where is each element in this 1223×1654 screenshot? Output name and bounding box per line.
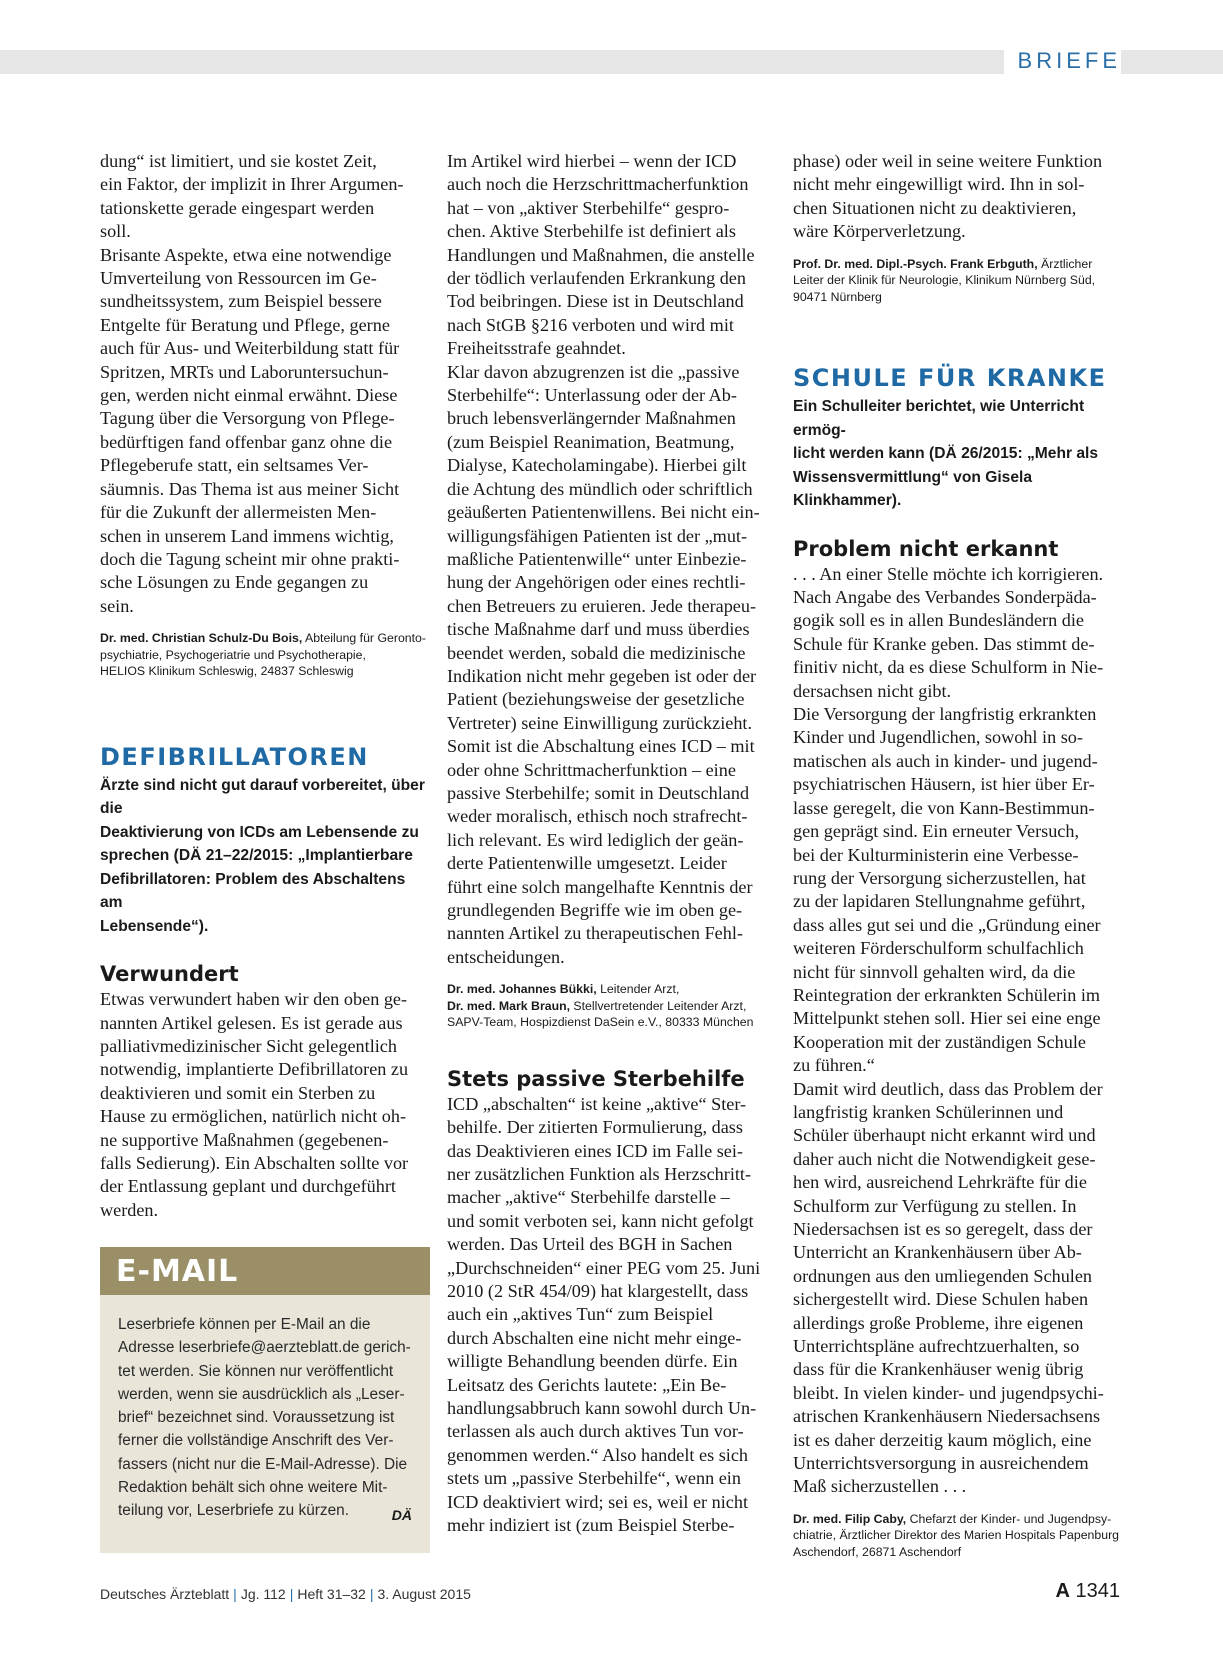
text-line: Damit wird deutlich, dass das Problem der [793, 1078, 1103, 1099]
text-line: Leitsatz des Gerichts lautete: „Ein Be- [447, 1374, 727, 1395]
text-line: allerdings große Probleme, ihre eigenen [793, 1312, 1084, 1333]
letter-continuation-3 [793, 150, 1123, 244]
text-line: phase) oder weil in seine weitere Funktion [793, 151, 1103, 171]
letter-continuation-1 [100, 150, 430, 618]
text-line: tet werden. Sie können nur veröffentlicht [118, 1362, 394, 1380]
text-line: Tagung über die Versorgung von Pflege- [100, 408, 395, 429]
text-line: Die Versorgung der langfristig erkrankten [793, 704, 1097, 725]
journal-issue: Heft 31–32 [297, 1586, 366, 1602]
text-line: bei der Kulturministerin eine Verbesse- [793, 844, 1079, 865]
text-line: Freiheitsstrafe geahndet. [447, 338, 626, 359]
text-line: falls Sedierung). Ein Abschalten sollte vor [100, 1152, 409, 1173]
text-line: für die Zukunft der allermeisten Men- [100, 502, 377, 523]
signature-role: Abteilung für Geronto- [302, 631, 426, 646]
journal-date: 3. August 2015 [377, 1586, 471, 1602]
text-line: Wissensvermittlung“ von Gisela Klinkhammer). [793, 468, 1033, 510]
text-line: brief“ bezeichnet sind. Voraussetzung ist [118, 1409, 395, 1427]
text-line: gen geprägt sind. Ein erneuter Versuch, [793, 821, 1080, 842]
text-line: der tödlich verlaufenden Erkrankung den [447, 268, 746, 289]
signature-2 [447, 981, 771, 1031]
text-line: ein Faktor, der implizit in Ihrer Argumen- [100, 174, 404, 195]
text-line: langfristig kranken Schülerinnen und [793, 1101, 1064, 1122]
text-line: rung der Versorgung sicherzustellen, hat [793, 867, 1086, 888]
topic-lead [100, 774, 430, 939]
text-line: ICD deaktiviert wird; sei es, weil er nicht [447, 1491, 749, 1512]
text-line: schen in unserem Land immens wichtig, [100, 525, 394, 546]
text-line: weiteren Förderschulform schulfachlich [793, 938, 1084, 959]
text-line: das Deaktivieren eines ICD im Falle sei- [447, 1140, 743, 1161]
signature-line: Leiter der Klinik für Neurologie, Klinikum Nürnberg Süd, [793, 273, 1096, 288]
signature-role: Stellvertretender Leitender Arzt, [570, 998, 747, 1013]
letter-headline-problem: Problem nicht erkannt [793, 536, 1059, 561]
text-line: Spritzen, MRTs und Laboruntersuchun- [100, 361, 389, 382]
text-line: psychiatrischen Häusern, ist hier über Er- [793, 774, 1095, 795]
signature-line [100, 630, 430, 647]
text-line: tationskette gerade eingespart werden [100, 197, 375, 218]
text-line: beendet werden, sobald die medizinische [447, 642, 746, 663]
column-2 [447, 150, 771, 1537]
signature-1 [100, 630, 430, 680]
text-line: macher „aktive“ Sterbehilfe darstelle – [447, 1187, 730, 1208]
text-line: bruch lebensverlängernder Maßnahmen [447, 408, 736, 429]
text-line: Indikation nicht mehr gegeben ist oder der [447, 665, 757, 686]
signature-line: chiatrie, Ärztlicher Direktor des Marien Hospitals Papenburg [793, 1528, 1120, 1543]
text-line: Leserbriefe können per E-Mail an die [118, 1316, 371, 1333]
text-line: zu führen.“ [793, 1055, 875, 1076]
column-1 [100, 150, 430, 1222]
letter-body-verwundert [100, 988, 430, 1222]
text-line: Dialyse, Katecholamingabe). Hierbei gilt [447, 455, 747, 476]
text-line: führt eine solch mangelhafte Kenntnis der [447, 876, 753, 897]
text-line: oder ohne Schrittmacherfunktion – eine [447, 759, 736, 780]
signature-3 [793, 256, 1123, 306]
text-line: „Durchschneiden“ einer PEG vom 25. Juni [447, 1257, 761, 1278]
signature-role: Leitender Arzt, [596, 982, 680, 997]
text-line: gen, werden nicht einmal erwähnt. Diese [100, 385, 398, 406]
letter-headline-verwundert: Verwundert [100, 962, 239, 987]
text-line: bedürftigen fand offenbar ganz ohne die [100, 431, 393, 452]
text-line: notwendig, implantierte Defibrillatoren zu [100, 1059, 409, 1080]
text-line: Vertreter) seine Einwilligung zurückzieht. [447, 712, 753, 733]
section-label: BRIEFE [1004, 46, 1121, 76]
text-line: passive Sterbehilfe; somit in Deutschland [447, 782, 750, 803]
text-line: dung“ ist limitiert, und sie kostet Zeit, [100, 151, 377, 171]
text-line: finitiv nicht, da es diese Schulform in Nie- [793, 657, 1104, 678]
letter-body-passive [447, 1093, 771, 1538]
journal-name: Deutsches Ärzteblatt [100, 1586, 230, 1602]
topic-defibrillatoren [100, 742, 430, 939]
text-line: chen Situationen nicht zu deaktivieren, [793, 197, 1077, 218]
text-line: Umverteilung von Ressourcen im Ge- [100, 268, 377, 289]
email-box-title: E-MAIL [100, 1247, 430, 1295]
text-line: Handlungen und Maßnahmen, die anstelle [447, 244, 755, 265]
letter-body-problem [793, 563, 1123, 1499]
text-line: palliativmedizinischer Sicht gelegentlich [100, 1035, 397, 1056]
text-line: Unterrichtspläne aufrechtzuerhalten, so [793, 1336, 1080, 1357]
text-line: Redaktion behält sich ohne weitere Mit- [118, 1479, 388, 1497]
text-line: wäre Körperverletzung. [793, 221, 966, 242]
text-line: deaktivieren und somit ein Sterben zu [100, 1082, 376, 1103]
text-line: Kinder und Jugendlichen, sowohl in so- [793, 727, 1083, 748]
text-line: Tod beibringen. Diese ist in Deutschland [447, 291, 744, 312]
topic-title: SCHULE FÜR KRANKE [793, 364, 1107, 393]
text-line: . . . An einer Stelle möchte ich korrigieren. [793, 563, 1104, 584]
text-line: chen Betreuers zu eruieren. Jede therapeu- [447, 595, 757, 616]
text-line: willigungsfähigen Patienten ist der „mut- [447, 525, 748, 546]
letter-continuation-2 [447, 150, 771, 969]
text-line: Ein Schulleiter berichtet, wie Unterricht ermög- [793, 398, 1085, 439]
text-line: Kooperation mit der zuständigen Schule [793, 1031, 1086, 1052]
text-line: nannten Artikel gelesen. Es ist gerade aus [100, 1012, 403, 1033]
text-line: Sterbehilfe“: Unterlassung oder der Ab- [447, 385, 737, 406]
text-line: dersachsen nicht gibt. [793, 680, 952, 701]
signature-line: Aschendorf, 26871 Aschendorf [793, 1544, 962, 1559]
text-line: werden, wenn sie ausdrücklich als „Leser- [118, 1385, 405, 1403]
text-line: Mittelpunkt stehen soll. Hier sei eine enge [793, 1008, 1101, 1029]
text-line: nicht für sinnvoll gehalten wird, da die [793, 961, 1076, 982]
text-line: Niedersachsen ist es so geregelt, dass der [793, 1219, 1093, 1239]
signature-line [793, 256, 1123, 273]
text-line: nach StGB §216 verboten und wird mit [447, 314, 734, 335]
text-line: auch noch die Herzschrittmacherfunktion [447, 174, 749, 195]
text-line: Schüler überhaupt nicht erkannt wird und [793, 1125, 1096, 1146]
text-line: ferner die vollständige Anschrift des Ver- [118, 1432, 394, 1450]
text-line: nicht mehr eingewilligt wird. Ihn in sol- [793, 174, 1085, 195]
text-line: soll. [100, 221, 131, 242]
text-line: (zum Beispiel Reanimation, Beatmung, [447, 431, 735, 452]
text-line: und somit verboten sei, kann nicht gefolgt [447, 1210, 754, 1231]
text-line: ist es daher derzeitig kaum möglich, eine [793, 1429, 1092, 1450]
text-line: Nach Angabe des Verbandes Sonderpäda- [793, 587, 1097, 608]
text-line: matischen als auch in kinder- und jugend- [793, 750, 1098, 771]
text-line: entscheidungen. [447, 946, 565, 967]
signature-name: Prof. Dr. med. Dipl.-Psych. Frank Erbguth, [793, 256, 1038, 271]
text-line: fassers (nicht nur die E-Mail-Adresse). Die [118, 1455, 408, 1473]
email-box-tag: DÄ [391, 1507, 412, 1523]
text-line: behilfe. Der zitierten Formulierung, dass [447, 1117, 743, 1138]
text-line: lasse geregelt, die von Kann-Bestimmun- [793, 797, 1095, 818]
signature-line: 90471 Nürnberg [793, 289, 882, 304]
text-line: Unterricht an Krankenhäusern über Ab- [793, 1242, 1082, 1263]
text-line: grundlegenden Begriffe wie im oben ge- [447, 900, 743, 920]
text-line: Unterrichtsversorgung in ausreichendem [793, 1453, 1089, 1474]
text-line: Klar davon abzugrenzen ist die „passive [447, 361, 740, 382]
text-line: genommen werden.“ Also handelt es sich [447, 1444, 749, 1465]
topic-schule [793, 363, 1123, 513]
text-line: Patient (beziehungsweise der gesetzliche [447, 689, 745, 710]
footer: Deutsches Ärzteblatt | Jg. 112 | Heft 31–32 | 3. August 2015 [100, 1586, 471, 1602]
text-line: Etwas verwundert haben wir den oben ge- [100, 989, 408, 1010]
text-line: Pflegeberufe statt, ein seltsames Ver- [100, 455, 369, 476]
text-line: Ärzte sind nicht gut darauf vorbereitet, über die [100, 776, 425, 818]
text-line: Hause zu ermöglichen, natürlich nicht oh- [100, 1106, 407, 1127]
text-line: Schulform zur Verfügung zu stellen. In [793, 1195, 1077, 1216]
text-line: ICD „abschalten“ ist keine „aktive“ Ster- [447, 1093, 747, 1114]
text-line: hung der Angehörigen oder eines rechtli- [447, 572, 746, 593]
text-line: lich relevant. Es wird lediglich der geän- [447, 829, 744, 850]
signature-institution: SAPV-Team, Hospizdienst DaSein e.V., 80333 München [447, 1015, 754, 1030]
text-line: auch für Aus- und Weiterbildung statt für [100, 338, 400, 359]
text-line: mehr indiziert ist (zum Beispiel Sterbe- [447, 1515, 735, 1536]
text-line: sundheitssystem, zum Beispiel bessere [100, 291, 382, 312]
text-line: gogik soll es in allen Bundesländern die [793, 610, 1084, 631]
signature-name: Dr. med. Filip Caby, [793, 1511, 907, 1526]
text-line: terlassen als auch durch aktives Tun vor- [447, 1421, 744, 1442]
text-line: doch die Tagung scheint mir ohne prakti- [100, 548, 400, 569]
email-box-text [100, 1295, 430, 1523]
text-line: hat – von „aktiver Sterbehilfe“ gespro- [447, 197, 730, 218]
text-line: zu der lapidaren Stellungnahme geführt, [793, 891, 1086, 912]
text-line: licht werden kann (DÄ 26/2015: „Mehr als [793, 445, 1099, 463]
text-line: ne supportive Maßnahmen (gegebenen- [100, 1129, 389, 1150]
signature-4 [793, 1511, 1123, 1561]
text-line: sprechen (DÄ 21–22/2015: „Implantierbare [100, 847, 413, 865]
text-line: 2010 (2 StR 454/09) hat klargestellt, dass [447, 1280, 749, 1301]
text-line: geäußerten Patientenwillens. Bei nicht ein- [447, 502, 760, 523]
text-line: Schule für Kranke geben. Das stimmt de- [793, 633, 1095, 654]
text-line: chen. Aktive Sterbehilfe ist definiert als [447, 221, 736, 242]
text-line: Im Artikel wird hierbei – wenn der ICD [447, 151, 737, 171]
page-number: A 1341 [1055, 1580, 1120, 1602]
text-line: dass alles gut sei und die „Gründung einer [793, 914, 1101, 935]
signature-line [793, 1511, 1123, 1528]
signature-role: Ärztlicher [1037, 256, 1093, 271]
text-line: nannten Artikel zu therapeutischen Fehl- [447, 923, 743, 944]
signature-line: HELIOS Klinikum Schleswig, 24837 Schleswig [100, 664, 354, 679]
text-line: sein. [100, 595, 134, 616]
text-line: der Entlassung geplant und durchgeführt [100, 1176, 396, 1197]
text-line: hen wird, ausreichend Lehrkräfte für die [793, 1172, 1087, 1193]
signature-name: Dr. med. Mark Braun, [447, 998, 571, 1013]
text-line: willigte Behandlung beenden dürfe. Ein [447, 1351, 738, 1372]
text-line: Lebensende“). [100, 917, 209, 935]
text-line: daher auch nicht die Notwendigkeit gese- [793, 1148, 1096, 1169]
text-line: werden. [100, 1199, 159, 1220]
text-line: Maß sicherzustellen . . . [793, 1476, 967, 1497]
journal-volume: Jg. 112 [240, 1586, 286, 1602]
text-line: Entgelte für Beratung und Pflege, gerne [100, 314, 390, 335]
text-line: dass für die Krankenhäuser wenig übrig [793, 1359, 1084, 1380]
text-line: auch ein „aktives Tun“ zum Beispiel [447, 1304, 714, 1325]
topic-lead [793, 395, 1123, 513]
text-line: sichergestellt wird. Diese Schulen haben [793, 1289, 1089, 1310]
text-line: die Achtung des mündlich oder schriftlich [447, 478, 753, 499]
text-line: sche Lösungen zu Ende gegangen zu [100, 572, 369, 593]
text-line: Adresse leserbriefe@aerzteblatt.de gerich- [118, 1339, 411, 1357]
signature-line: psychiatrie, Psychogeriatrie und Psychotherapie, [100, 647, 366, 662]
text-line: atrischen Krankenhäusern Niedersachsens [793, 1406, 1101, 1427]
text-line: Deaktivierung von ICDs am Lebensende zu [100, 823, 419, 841]
text-line: stets um „passive Sterbehilfe“, wenn ein [447, 1468, 741, 1489]
signature-name: Dr. med. Johannes Bükki, [447, 982, 597, 997]
signature-name: Dr. med. Christian Schulz-Du Bois, [100, 631, 303, 646]
text-line: Defibrillatoren: Problem des Abschaltens am [100, 870, 406, 912]
topic-title: DEFIBRILLATOREN [100, 742, 369, 771]
email-info-box [100, 1247, 430, 1553]
text-line: tische Maßnahme darf und muss überdies [447, 619, 750, 640]
letter-headline-passive: Stets passive Sterbehilfe [447, 1066, 745, 1091]
text-line: ordnungen aus den umliegenden Schulen [793, 1265, 1093, 1286]
text-line: ner zusätzlichen Funktion als Herzschritt- [447, 1163, 752, 1184]
text-line: weder moralisch, ethisch noch strafrecht- [447, 806, 748, 827]
text-line: derte Patientenwille umgesetzt. Leider [447, 853, 727, 874]
text-line: Reintegration der erkrankten Schülerin im [793, 984, 1101, 1005]
text-line: maßliche Patientenwille“ unter Einbezie- [447, 548, 747, 569]
text-line: teilung vor, Leserbriefe zu kürzen. [118, 1502, 349, 1520]
text-line: bleibt. In vielen kinder- und jugendpsychi- [793, 1382, 1104, 1403]
text-line: Brisante Aspekte, etwa eine notwendige [100, 244, 392, 265]
text-line: durch Abschalten eine nicht mehr einge- [447, 1327, 742, 1348]
text-line: säumnis. Das Thema ist aus meiner Sicht [100, 478, 400, 499]
text-line: handlungsabbruch kann sowohl durch Un- [447, 1398, 757, 1418]
text-line: werden. Das Urteil des BGH in Sachen [447, 1234, 733, 1255]
text-line: Somit ist die Abschaltung eines ICD – mit [447, 736, 755, 757]
column-3 [793, 150, 1123, 1560]
signature-role: Chefarzt der Kinder- und Jugendpsy- [906, 1511, 1112, 1526]
